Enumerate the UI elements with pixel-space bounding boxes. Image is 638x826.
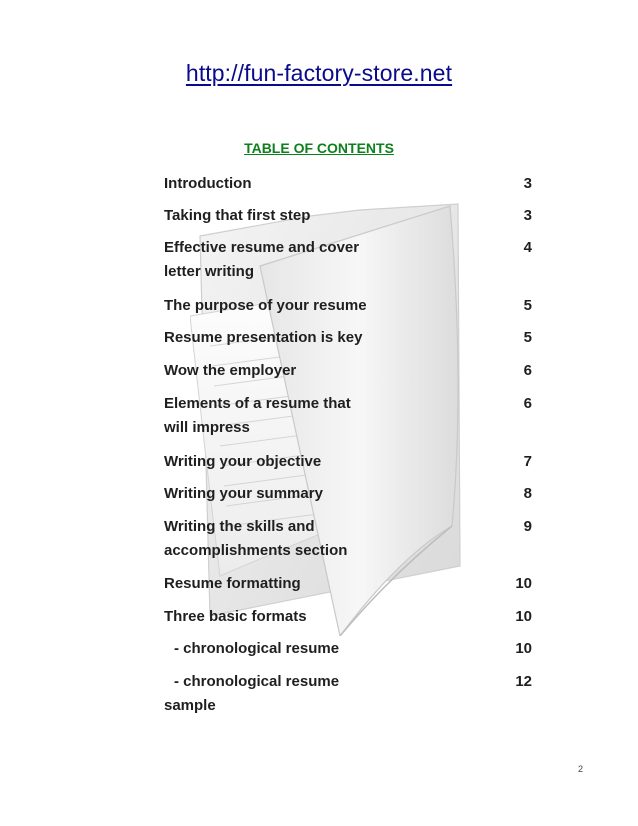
toc-title: TABLE OF CONTENTS [244, 140, 394, 156]
toc-entry-page: 5 [523, 297, 532, 314]
toc-entry-page: 6 [523, 362, 532, 379]
toc-entry-label: Writing your summary [164, 485, 323, 502]
toc-entry-page: 10 [515, 640, 532, 657]
toc-entry-page: 8 [523, 485, 532, 502]
site-link[interactable]: http://fun-factory-store.net [185, 60, 453, 86]
toc-entry-label: Elements of a resume that will impress [164, 395, 351, 436]
toc-entry-page: 6 [523, 395, 532, 412]
toc-entry-label: Taking that first step [164, 207, 311, 224]
toc-entry-page: 10 [515, 575, 532, 592]
toc-entry-label: Introduction [164, 175, 252, 192]
toc-entry-label: Three basic formats [164, 608, 307, 625]
toc-entry-page: 3 [523, 175, 532, 192]
toc-entry-page: 4 [523, 239, 532, 256]
toc-entry-label: Wow the employer [164, 362, 297, 379]
toc-entry-label: - chronological resume [174, 640, 340, 657]
toc-entry-label: Writing your objective [164, 453, 322, 470]
toc-entry-label: Resume formatting [164, 575, 301, 592]
toc-entry-page: 9 [523, 518, 532, 535]
toc-entry-page: 12 [515, 673, 532, 690]
toc-entry-label: The purpose of your resume [164, 297, 367, 314]
page-number: 2 [578, 764, 584, 774]
toc-entry-page: 3 [523, 207, 532, 224]
toc-entry-label: Effective resume and cover letter writing [164, 239, 360, 280]
toc-entry-label: - chronological resume sample [164, 673, 340, 714]
toc-entry-page: 7 [523, 453, 532, 470]
toc-entry-label: Writing the skills and accomplishments section [164, 518, 348, 559]
toc-entry-page: 10 [515, 608, 532, 625]
toc-entry-page: 5 [523, 329, 532, 346]
toc-entry-label: Resume presentation is key [164, 329, 363, 346]
